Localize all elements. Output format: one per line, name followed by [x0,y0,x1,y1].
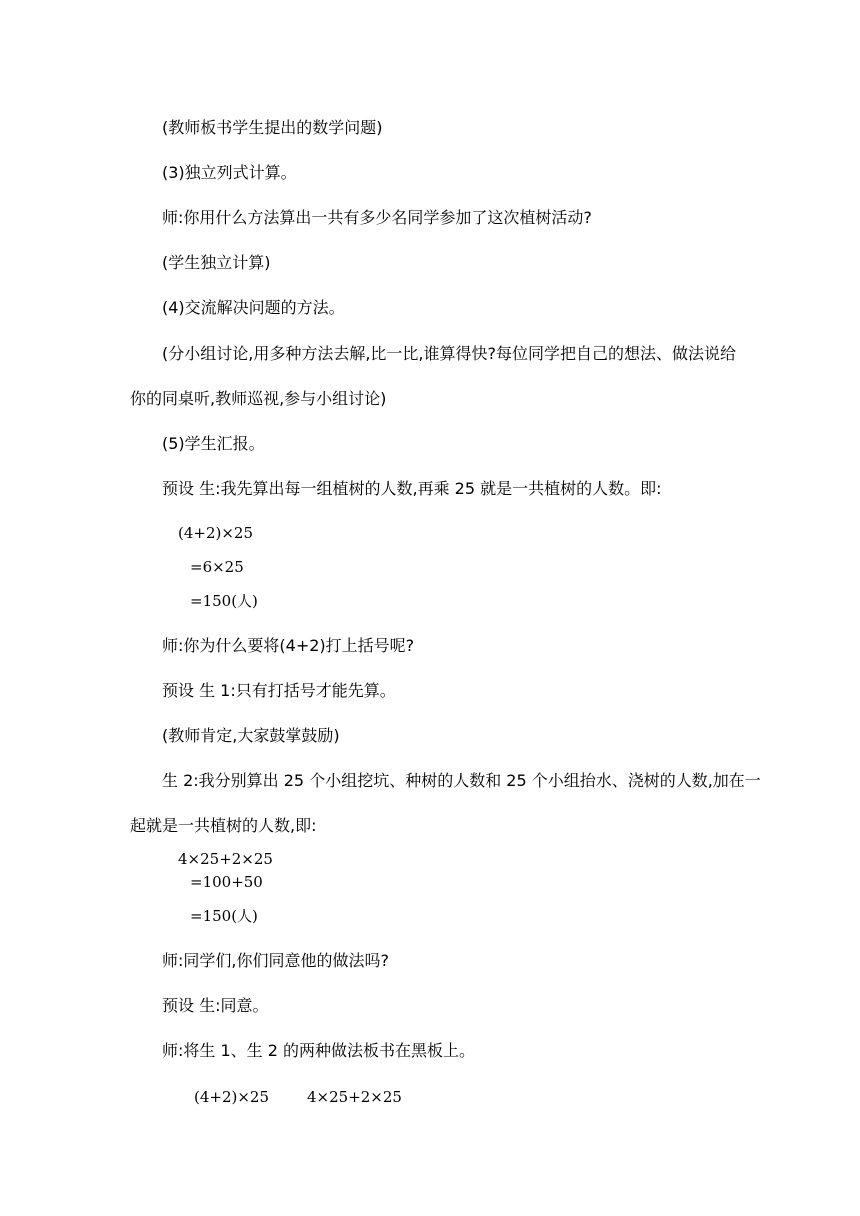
teacher-note-line: (教师板书学生提出的数学问题) [162,118,383,137]
equation-1-line-1: (4+2)×25 [178,524,254,542]
step-4-heading: (4)交流解决问题的方法。 [162,298,345,317]
step-3-heading: (3)独立列式计算。 [162,163,297,182]
preset-agree-answer: 预设 生:同意。 [162,996,269,1015]
group-discussion-line-2: 你的同桌听,教师巡视,参与小组讨论) [130,389,387,408]
teacher-bracket-question: 师:你为什么要将(4+2)打上括号呢? [162,636,415,655]
group-discussion-line-1: (分小组讨论,用多种方法去解,比一比,谁算得快?每位同学把自己的想法、做法说给 [162,344,736,363]
student-calc-note: (学生独立计算) [162,253,271,272]
equation-2-line-1: 4×25+2×25 [178,850,273,868]
teacher-blackboard-note: 师:将生 1、生 2 的两种做法板书在黑板上。 [162,1041,476,1060]
step-5-heading: (5)学生汇报。 [162,434,265,453]
equation-2-line-2: =100+50 [190,873,263,891]
teacher-agree-question: 师:同学们,你们同意他的做法吗? [162,951,389,970]
student-2-answer-line-2: 起就是一共植树的人数,即: [130,816,317,835]
teacher-question-line: 师:你用什么方法算出一共有多少名同学参加了这次植树活动? [162,208,592,227]
preset-answer-line: 预设 生:我先算出每一组植树的人数,再乘 25 就是一共植树的人数。即: [162,479,662,498]
equation-1-line-2: =6×25 [190,558,244,576]
teacher-praise-note: (教师肯定,大家鼓掌鼓励) [162,726,340,745]
equation-1-line-3: =150(人) [190,592,258,610]
blackboard-method-1: (4+2)×25 [194,1088,270,1106]
student-2-answer-line-1: 生 2:我分别算出 25 个小组挖坑、种树的人数和 25 个小组抬水、浇树的人数,加在一 [162,771,761,790]
student-1-answer: 预设 生 1:只有打括号才能先算。 [162,681,396,700]
equation-2-line-3: =150(人) [190,907,258,925]
blackboard-method-2: 4×25+2×25 [307,1088,402,1106]
